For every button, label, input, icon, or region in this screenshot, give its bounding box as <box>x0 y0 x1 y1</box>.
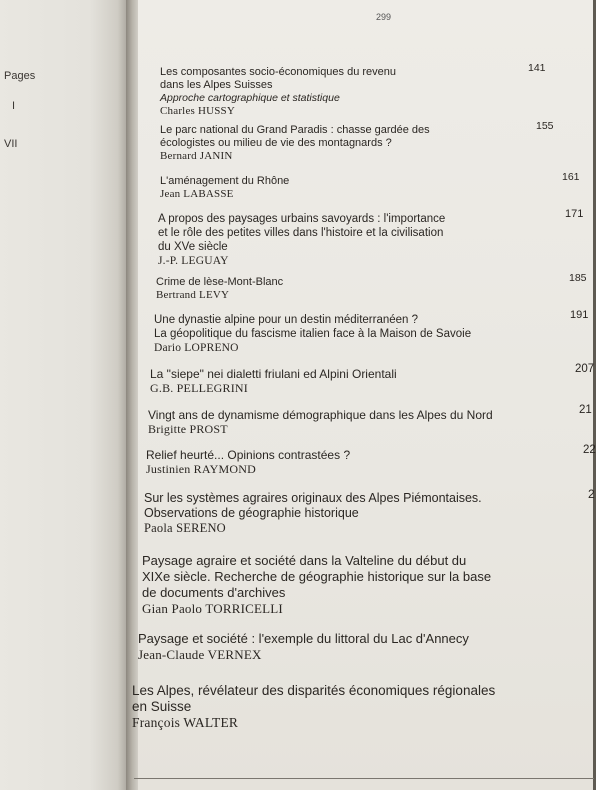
entry-author: Brigitte PROST <box>148 422 228 436</box>
entry-title-line: Sur les systèmes agraires originaux des Alpes Piémontaises. <box>144 491 482 505</box>
entry-title-line: Paysage et société : l'exemple du littoral du Lac d'Annecy <box>138 631 469 646</box>
toc-entry <box>142 553 491 617</box>
entry-author: J.-P. LEGUAY <box>158 255 229 267</box>
entry-page-number: 2 <box>588 487 595 501</box>
toc-entry <box>160 171 580 201</box>
entry-title-line: Observations de géographie historique <box>144 506 359 520</box>
entry-title-line: Crime de lèse-Mont-Blanc <box>156 276 284 288</box>
entry-author: Paola SERENO <box>144 521 226 535</box>
toc-entry <box>154 309 589 355</box>
entry-author: Bernard JANIN <box>160 150 233 162</box>
toc-entry <box>132 683 495 731</box>
entry-author: Gian Paolo TORRICELLI <box>142 601 283 616</box>
entry-title-line: A propos des paysages urbains savoyards : l'importance <box>158 213 446 225</box>
page-number: 299 <box>376 12 392 22</box>
toc-entry <box>160 120 554 163</box>
entry-title-line: La "siepe" nei dialetti friulani ed Alpini Orientali <box>150 367 397 381</box>
entry-page-number: 22 <box>583 444 596 456</box>
entry-title-line: Relief heurté... Opinions contrastées ? <box>146 448 351 462</box>
bottom-rule <box>134 778 594 779</box>
entry-subtitle: Approche cartographique et statistique <box>160 92 340 104</box>
entry-title-line: Les composantes socio-économiques du revenu <box>160 66 397 78</box>
toc-entry <box>148 404 592 436</box>
entry-author: Jean-Claude VERNEX <box>138 647 262 662</box>
toc-entry <box>156 272 587 302</box>
entry-title-line: Une dynastie alpine pour un destin méditerranéen ? <box>154 314 419 326</box>
roman-numeral-seven: VII <box>4 138 18 150</box>
entry-author: Jean LABASSE <box>160 188 234 200</box>
toc-entry <box>144 487 595 536</box>
entry-page-number: 207 <box>575 363 595 375</box>
entry-page-number: 141 <box>528 62 546 74</box>
pages-label: Pages <box>4 70 36 82</box>
toc-entry <box>146 444 596 476</box>
entry-title-line: XIXe siècle. Recherche de géographie historique sur la base <box>142 569 492 584</box>
entry-title-line: L'aménagement du Rhône <box>160 175 290 187</box>
entry-title-line: Le parc national du Grand Paradis : chasse gardée des <box>160 124 430 136</box>
entry-title-line: du XVe siècle <box>158 241 228 253</box>
entry-author: Justinien RAYMOND <box>146 462 256 476</box>
entry-title-line: et le rôle des petites villes dans l'histoire et la civilisation <box>158 227 444 239</box>
entry-page-number: 21 <box>579 404 592 416</box>
entry-page-number: 191 <box>570 309 589 321</box>
entry-title-line: La géopolitique du fascisme italien face à la Maison de Savoie <box>154 328 472 340</box>
entry-title-line: Les Alpes, révélateur des disparités économiques régionales <box>132 683 496 698</box>
entry-page-number: 171 <box>565 208 584 220</box>
entry-page-number: 155 <box>536 120 554 132</box>
entry-author: Dario LOPRENO <box>154 342 239 354</box>
toc-entry <box>150 363 595 395</box>
entry-author: Charles HUSSY <box>160 105 236 117</box>
entry-page-number: 185 <box>569 272 587 284</box>
left-page <box>0 0 128 790</box>
entry-author: G.B. PELLEGRINI <box>150 381 248 395</box>
entry-title-line: Vingt ans de dynamisme démographique dans les Alpes du Nord <box>148 408 493 422</box>
right-page <box>132 0 596 790</box>
entry-title-line: de documents d'archives <box>142 585 286 600</box>
toc-entry <box>138 631 469 663</box>
entry-title-line: Paysage agraire et société dans la Valteline du début du <box>142 553 467 568</box>
entry-author: Bertrand LEVY <box>156 289 230 301</box>
entry-title-line: dans les Alpes Suisses <box>160 79 273 91</box>
toc-entry <box>158 208 584 268</box>
entry-title-line: en Suisse <box>132 699 192 714</box>
entry-title-line: écologistes ou milieu de vie des montagnards ? <box>160 137 392 149</box>
toc-entry <box>160 62 546 118</box>
roman-numeral-one: I <box>12 100 16 112</box>
entry-author: François WALTER <box>132 715 239 730</box>
entry-page-number: 161 <box>562 171 580 183</box>
